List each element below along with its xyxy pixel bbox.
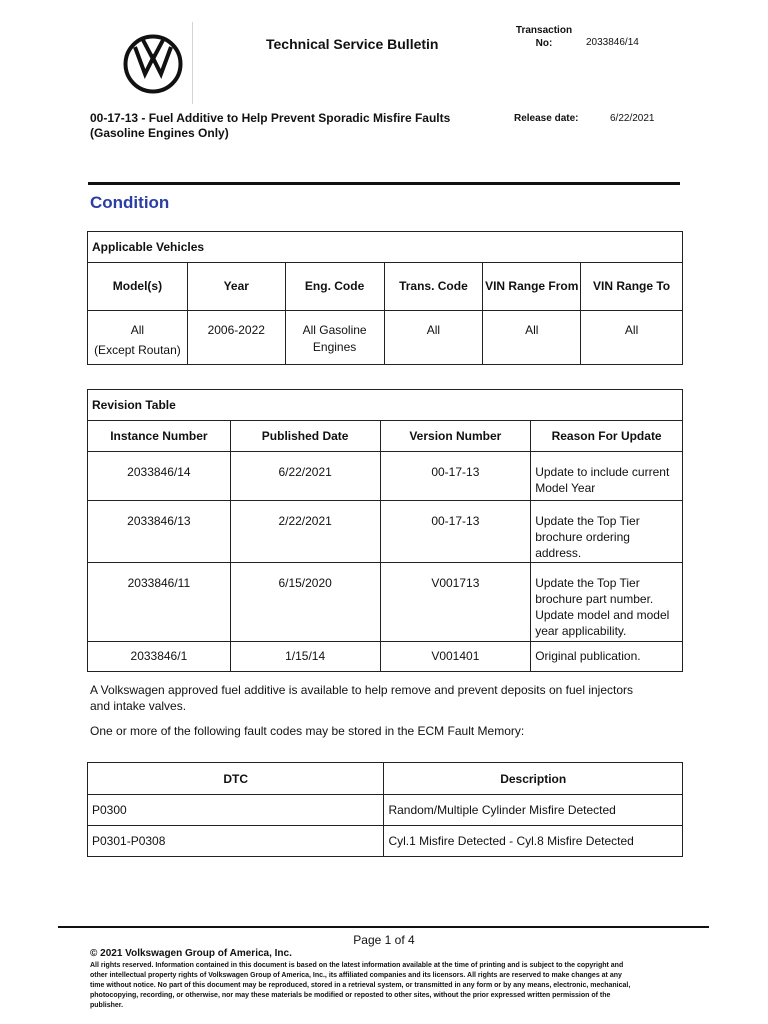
reason-line: Update to include current	[535, 465, 670, 479]
description-paragraph	[90, 682, 680, 714]
paragraph-line: A Volkswagen approved fuel additive is available to help remove and prevent deposits on fuel injectors	[90, 683, 634, 697]
reason-line: Update the Top Tier	[535, 514, 640, 528]
vin-from-cell: All	[483, 311, 581, 365]
vin-to-cell: All	[581, 311, 683, 365]
model-line1: All	[130, 323, 145, 337]
instance-cell: 2033846/11	[88, 563, 231, 642]
column-header: VIN Range To	[581, 263, 683, 311]
reason-line: Original publication.	[535, 649, 641, 663]
table-row	[88, 563, 683, 642]
date-cell: 6/15/2020	[230, 563, 380, 642]
legal-line: photocopying, recording, or otherwise, nor may these materials be modified or reposted to other sites, without the prior expressed written permission of the	[90, 992, 611, 999]
column-header: Trans. Code	[384, 263, 483, 311]
eng-code-cell	[285, 311, 384, 365]
table-row	[88, 311, 683, 365]
vw-logo-icon	[122, 33, 184, 95]
date-cell: 6/22/2021	[230, 452, 380, 501]
reason-cell	[531, 501, 683, 563]
header-rule	[88, 182, 680, 185]
paragraph-line: and intake valves.	[90, 699, 187, 713]
release-date-label: Release date:	[514, 113, 579, 124]
bulletin-subject	[90, 111, 490, 141]
column-header	[483, 263, 581, 311]
column-header: Instance Number	[88, 421, 231, 452]
column-header: Version Number	[380, 421, 531, 452]
document-type: Technical Service Bulletin	[266, 36, 439, 52]
transaction-number: 2033846/14	[586, 37, 639, 48]
version-cell: V001401	[380, 642, 531, 672]
transaction-label-line1: Transaction	[515, 25, 573, 36]
applicable-vehicles-table	[87, 231, 683, 365]
column-header: Published Date	[230, 421, 380, 452]
table-row	[88, 795, 683, 826]
footer-rule	[58, 926, 709, 928]
legal-line: publisher.	[90, 1002, 124, 1009]
column-header: Description	[384, 763, 683, 795]
dtc-description-cell: Cyl.1 Misfire Detected - Cyl.8 Misfire Detected	[384, 826, 683, 857]
legal-notice	[90, 961, 682, 1011]
model-line2: (Except Routan)	[94, 343, 181, 357]
eng-line1: All Gasoline	[302, 323, 367, 337]
reason-line: Update the Top Tier	[535, 576, 640, 590]
column-header: Year	[187, 263, 285, 311]
transaction-label	[505, 24, 583, 50]
version-cell: V001713	[380, 563, 531, 642]
year-cell: 2006-2022	[187, 311, 285, 365]
table-row	[88, 642, 683, 672]
date-cell: 2/22/2021	[230, 501, 380, 563]
date-cell: 1/15/14	[230, 642, 380, 672]
table-row	[88, 826, 683, 857]
table-row	[88, 452, 683, 501]
column-header: Reason For Update	[531, 421, 683, 452]
copyright: © 2021 Volkswagen Group of America, Inc.	[90, 948, 292, 959]
column-header: Eng. Code	[285, 263, 384, 311]
vin-from-header: VIN Range From	[485, 279, 579, 293]
reason-line: brochure part number.	[535, 592, 654, 606]
instance-cell: 2033846/14	[88, 452, 231, 501]
model-cell	[88, 311, 188, 365]
reason-line: brochure ordering	[535, 530, 630, 544]
instance-cell: 2033846/13	[88, 501, 231, 563]
version-cell: 00-17-13	[380, 452, 531, 501]
revision-table	[87, 389, 683, 672]
eng-line2: Engines	[312, 340, 357, 354]
instance-cell: 2033846/1	[88, 642, 231, 672]
reason-line: address.	[535, 546, 582, 560]
reason-line: Model Year	[535, 481, 596, 495]
legal-line: other intellectual property rights of Volkswagen Group of America, Inc., its affiliated companies and its licensors. All rights are reserved to make changes at any	[90, 972, 622, 979]
dtc-description-cell: Random/Multiple Cylinder Misfire Detected	[384, 795, 683, 826]
dtc-table	[87, 762, 683, 857]
reason-cell	[531, 452, 683, 501]
transaction-label-line2: No:	[535, 38, 553, 49]
section-title-condition: Condition	[90, 193, 170, 212]
subject-line1: 00-17-13 - Fuel Additive to Help Prevent Sporadic Misfire Faults	[90, 111, 451, 125]
reason-line: Update model and model	[535, 608, 670, 622]
trans-code-cell: All	[384, 311, 483, 365]
reason-line: year applicability.	[535, 624, 627, 638]
page-number: Page 1 of 4	[353, 933, 415, 947]
version-cell: 00-17-13	[380, 501, 531, 563]
header-divider	[192, 22, 193, 104]
column-header: Model(s)	[88, 263, 188, 311]
dtc-code-cell: P0300	[88, 795, 384, 826]
table-caption: Applicable Vehicles	[88, 232, 683, 263]
legal-line: All rights reserved. Information contained in this document is based on the latest information available at the time of printing and is subject to the copyright and	[90, 962, 624, 969]
subject-line2: (Gasoline Engines Only)	[90, 126, 229, 140]
release-date: 6/22/2021	[610, 113, 655, 124]
fault-codes-intro: One or more of the following fault codes may be stored in the ECM Fault Memory:	[90, 724, 525, 738]
reason-cell	[531, 563, 683, 642]
table-caption: Revision Table	[88, 390, 683, 421]
column-header: DTC	[88, 763, 384, 795]
reason-cell	[531, 642, 683, 672]
table-row	[88, 501, 683, 563]
dtc-code-cell: P0301-P0308	[88, 826, 384, 857]
legal-line: time without notice. No part of this document may be reproduced, stored in a retrieval system, or transmitted in any form or by any means, electronic, mechanical,	[90, 982, 631, 989]
